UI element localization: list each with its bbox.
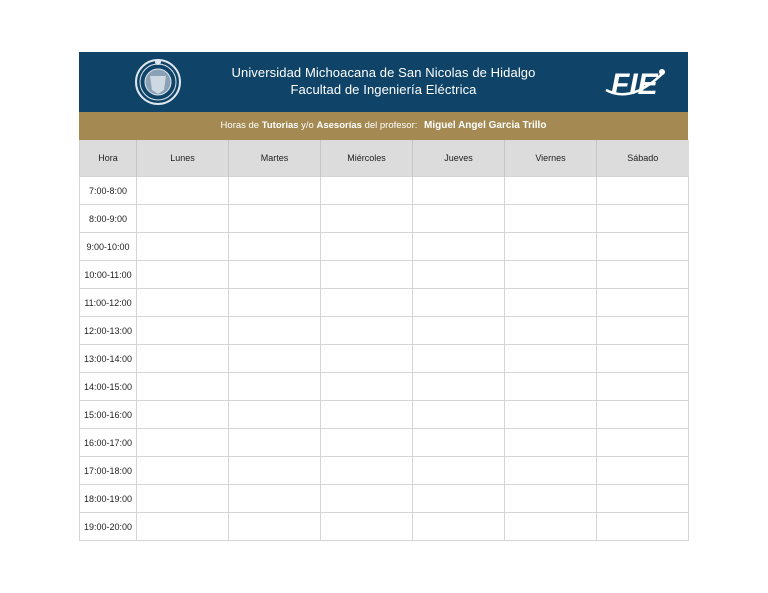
- schedule-cell[interactable]: [137, 289, 229, 317]
- fie-logo-text: FIE: [611, 68, 658, 101]
- hour-cell: 17:00-18:00: [80, 457, 137, 485]
- subtitle-prefix: Horas de: [220, 120, 260, 131]
- schedule-cell[interactable]: [597, 513, 689, 541]
- schedule-cell[interactable]: [229, 205, 321, 233]
- schedule-cell[interactable]: [321, 289, 413, 317]
- table-row: [80, 177, 689, 205]
- schedule-cell[interactable]: [321, 485, 413, 513]
- schedule-cell[interactable]: [321, 429, 413, 457]
- subtitle-yo: y/o: [301, 120, 314, 131]
- table-row: [80, 345, 689, 373]
- schedule-table: [79, 140, 689, 541]
- schedule-cell[interactable]: [597, 289, 689, 317]
- schedule-cell[interactable]: [413, 289, 505, 317]
- schedule-cell[interactable]: [229, 345, 321, 373]
- schedule-cell[interactable]: [137, 513, 229, 541]
- column-header-3: Miércoles: [321, 140, 413, 177]
- column-header-4: Jueves: [413, 140, 505, 177]
- schedule-cell[interactable]: [321, 317, 413, 345]
- schedule-cell[interactable]: [505, 289, 597, 317]
- schedule-cell[interactable]: [505, 317, 597, 345]
- schedule-cell[interactable]: [413, 317, 505, 345]
- hour-cell: 10:00-11:00: [80, 261, 137, 289]
- table-row: [80, 289, 689, 317]
- schedule-cell[interactable]: [413, 429, 505, 457]
- schedule-cell[interactable]: [321, 177, 413, 205]
- schedule-cell[interactable]: [505, 205, 597, 233]
- schedule-cell[interactable]: [505, 373, 597, 401]
- schedule-sheet: [79, 52, 688, 541]
- schedule-cell[interactable]: [505, 177, 597, 205]
- schedule-cell[interactable]: [229, 373, 321, 401]
- schedule-cell[interactable]: [321, 373, 413, 401]
- schedule-cell[interactable]: [505, 485, 597, 513]
- hour-cell: 16:00-17:00: [80, 429, 137, 457]
- hour-cell: 18:00-19:00: [80, 485, 137, 513]
- schedule-cell[interactable]: [229, 177, 321, 205]
- schedule-cell[interactable]: [413, 177, 505, 205]
- schedule-cell[interactable]: [321, 205, 413, 233]
- table-row: [80, 373, 689, 401]
- schedule-cell[interactable]: [597, 177, 689, 205]
- schedule-cell[interactable]: [229, 261, 321, 289]
- fie-logo-icon: [602, 60, 668, 104]
- schedule-cell[interactable]: [505, 429, 597, 457]
- schedule-cell[interactable]: [597, 205, 689, 233]
- schedule-cell[interactable]: [321, 457, 413, 485]
- subtitle-suffix: del profesor:: [364, 120, 418, 131]
- column-header-2: Martes: [229, 140, 321, 177]
- schedule-cell[interactable]: [229, 513, 321, 541]
- column-header-1: Lunes: [137, 140, 229, 177]
- schedule-cell[interactable]: [597, 261, 689, 289]
- schedule-cell[interactable]: [597, 345, 689, 373]
- schedule-cell[interactable]: [137, 205, 229, 233]
- hour-cell: 13:00-14:00: [80, 345, 137, 373]
- hour-cell: 12:00-13:00: [80, 317, 137, 345]
- schedule-cell[interactable]: [597, 233, 689, 261]
- professor-name: Miguel Angel Garcia Trillo: [424, 120, 547, 131]
- schedule-cell[interactable]: [137, 457, 229, 485]
- schedule-cell[interactable]: [321, 261, 413, 289]
- column-header-5: Viernes: [505, 140, 597, 177]
- schedule-cell[interactable]: [413, 485, 505, 513]
- schedule-cell[interactable]: [321, 513, 413, 541]
- schedule-cell[interactable]: [229, 233, 321, 261]
- schedule-cell[interactable]: [505, 233, 597, 261]
- schedule-cell[interactable]: [137, 261, 229, 289]
- schedule-cell[interactable]: [137, 401, 229, 429]
- schedule-cell[interactable]: [413, 457, 505, 485]
- schedule-cell[interactable]: [597, 373, 689, 401]
- table-row: [80, 317, 689, 345]
- table-row: [80, 401, 689, 429]
- schedule-cell[interactable]: [413, 373, 505, 401]
- schedule-cell[interactable]: [505, 401, 597, 429]
- schedule-cell[interactable]: [505, 457, 597, 485]
- hour-cell: 7:00-8:00: [80, 177, 137, 205]
- schedule-cell[interactable]: [229, 457, 321, 485]
- column-header-0: Hora: [80, 140, 137, 177]
- professor-bar: [79, 112, 688, 140]
- schedule-cell[interactable]: [137, 373, 229, 401]
- schedule-cell[interactable]: [597, 457, 689, 485]
- schedule-cell[interactable]: [137, 177, 229, 205]
- table-row: [80, 513, 689, 541]
- schedule-body: [80, 177, 689, 541]
- schedule-cell[interactable]: [229, 289, 321, 317]
- hour-cell: 19:00-20:00: [80, 513, 137, 541]
- schedule-cell[interactable]: [413, 345, 505, 373]
- schedule-cell[interactable]: [413, 401, 505, 429]
- hour-cell: 9:00-10:00: [80, 233, 137, 261]
- subtitle-asesorias: Asesorías: [316, 120, 362, 131]
- schedule-cell[interactable]: [505, 513, 597, 541]
- header-titles: [79, 64, 688, 98]
- schedule-cell[interactable]: [505, 261, 597, 289]
- table-row: [80, 457, 689, 485]
- schedule-cell[interactable]: [597, 485, 689, 513]
- faculty-name: Facultad de Ingeniería Eléctrica: [290, 82, 477, 97]
- hour-cell: 15:00-16:00: [80, 401, 137, 429]
- schedule-cell[interactable]: [137, 233, 229, 261]
- subtitle-tutorias: Tutorias: [261, 120, 299, 131]
- schedule-cell[interactable]: [597, 401, 689, 429]
- table-row: [80, 429, 689, 457]
- column-header-6: Sábado: [597, 140, 689, 177]
- header-row: [80, 140, 689, 177]
- table-row: [80, 233, 689, 261]
- table-row: [80, 205, 689, 233]
- schedule-cell[interactable]: [229, 401, 321, 429]
- schedule-cell[interactable]: [229, 485, 321, 513]
- schedule-cell[interactable]: [137, 429, 229, 457]
- hour-cell: 8:00-9:00: [80, 205, 137, 233]
- schedule-cell[interactable]: [413, 261, 505, 289]
- schedule-cell[interactable]: [413, 205, 505, 233]
- schedule-cell[interactable]: [413, 513, 505, 541]
- schedule-cell[interactable]: [229, 317, 321, 345]
- schedule-cell[interactable]: [321, 401, 413, 429]
- schedule-cell[interactable]: [137, 485, 229, 513]
- schedule-cell[interactable]: [137, 345, 229, 373]
- schedule-cell[interactable]: [321, 233, 413, 261]
- table-row: [80, 261, 689, 289]
- schedule-cell[interactable]: [229, 429, 321, 457]
- schedule-cell[interactable]: [321, 345, 413, 373]
- schedule-cell[interactable]: [413, 233, 505, 261]
- header-banner: [79, 52, 688, 112]
- table-row: [80, 485, 689, 513]
- schedule-cell[interactable]: [505, 345, 597, 373]
- schedule-cell[interactable]: [597, 429, 689, 457]
- hour-cell: 11:00-12:00: [80, 289, 137, 317]
- schedule-cell[interactable]: [137, 317, 229, 345]
- university-name: Universidad Michoacana de San Nicolas de Hidalgo: [231, 65, 536, 80]
- schedule-cell[interactable]: [597, 317, 689, 345]
- hour-cell: 14:00-15:00: [80, 373, 137, 401]
